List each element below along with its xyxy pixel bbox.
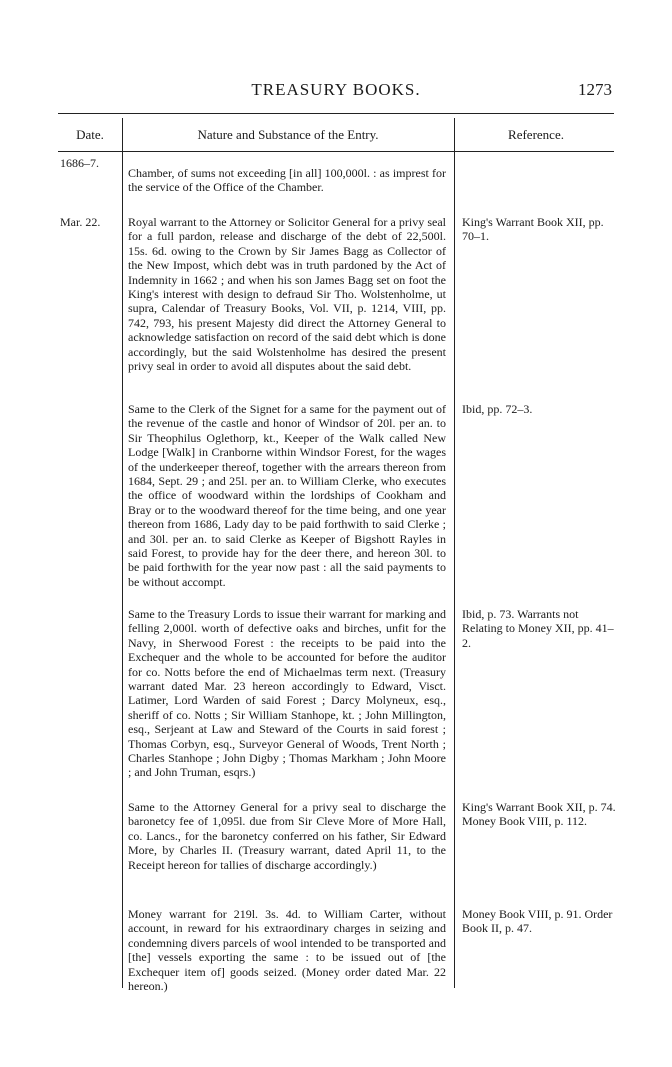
entry-nature: Chamber, of sums not exceeding [in all] 100,000l. : as imprest for the service of the Office of the Chamber. — [128, 166, 446, 195]
entry-reference: Ibid, pp. 72–3. — [462, 402, 533, 416]
column-divider-left — [122, 118, 123, 988]
entry-date: Mar. 22. — [60, 215, 101, 229]
column-header-nature: Nature and Substance of the Entry. — [197, 127, 379, 142]
column-header-date: Date. — [76, 127, 104, 142]
page-number: 1273 — [578, 80, 612, 99]
entry-nature: Money warrant for 219l. 3s. 4d. to William Carter, without account, in reward for his extraordinary charges in seizing and condemning divers parcels of wool intended to be transported and [the] vessels exporting the same : to be issued out of [the Exchequer item of] goods seized. (Money order dated Mar. 22 hereon.) — [128, 907, 446, 994]
entry-reference: Ibid, p. 73. Warrants not Relating to Money XII, pp. 41–2. — [462, 607, 614, 650]
entry-nature: Same to the Attorney General for a privy seal to discharge the baronetcy fee of 1,095l. due from Sir Cleve More of More Hall, co. Lancs., for the baronetcy conferred on his father, Sir Edward More, by Charles II. (Treasury warrant, dated April 11, to the Receipt hereon for tallies of discharge accordingly.) — [128, 800, 446, 872]
entry-reference: Money Book VIII, p. 91. Order Book II, p. 47. — [462, 907, 613, 936]
column-header-reference: Reference. — [508, 127, 564, 142]
running-title: TREASURY BOOKS. — [251, 80, 421, 99]
entry-date: 1686–7. — [60, 156, 99, 170]
table-header-rule — [58, 151, 614, 152]
entry-nature: Royal warrant to the Attorney or Solicitor General for a privy seal for a full pardon, release and discharge of the debt of 22,500l. 15s. 6d. owing to the Crown by Sir James Bagg as Collector of the New Impost, which debt was in truth pardoned by the Act of Indemnity in 1662 ; and when his son James Bagg set on foot the King's interest with design to defraud Sir Tho. Wolstenholme, ut supra, Calendar of Treasury Books, Vol. VII, p. 1214, VIII, pp. 742, 793, his present Majesty did direct the Attorney General to acknowledge satisfaction on record of the said debt which is done accordingly, but the said Wolstenholme has desired the present privy seal in order to avoid all disputes about the said debt. — [128, 215, 446, 374]
table-top-rule — [58, 113, 614, 114]
entry-reference: King's Warrant Book XII, p. 74. Money Book VIII, p. 112. — [462, 800, 616, 829]
entry-nature: Same to the Treasury Lords to issue their warrant for marking and felling 2,000l. worth of defective oaks and birches, unfit for the Navy, in Sherwood Forest : the receipts to be paid into the Exchequer and the whole to be accounted for before the auditor for co. Notts before the end of Michaelmas term next. (Treasury warrant dated Mar. 23 hereon accordingly to Edward, Visct. Latimer, Lord Warden of said Forest ; Darcy Molyneux, esq., sheriff of co. Notts ; Sir William Stanhope, kt. ; John Millington, esq., Serjeant at Law and Steward of the Courts in said forest ; Thomas Corbyn, esq., Surveyor General of Woods, Trent North ; Charles Stanhope ; John Digby ; Thomas Markham ; John Moore ; and John Truman, esqrs.) — [128, 607, 446, 780]
column-divider-right — [454, 118, 455, 988]
entry-reference: King's Warrant Book XII, pp. 70–1. — [462, 215, 604, 244]
entry-nature: Same to the Clerk of the Signet for a same for the payment out of the revenue of the castle and honor of Windsor of 20l. per an. to Sir Theophilus Oglethorp, kt., Keeper of the Walk called New Lodge [Walk] in Cranborne within Windsor Forest, for the wages of the underkeeper thereof, together with the arrears thereon from 1684, Sept. 29 ; and 25l. per an. to William Clerke, who executes the office of woodward within the lordships of Cookham and Bray or to the woodward thereof for the time being, and one year thereon from 1686, Lady day to be paid forthwith to said Clerke ; and 30l. per an. to said Clerke as Keeper of Bigshott Rayles in said Forest, to provide hay for the deer there, and hereon 30l. to be paid forthwith for the year now past : all the said payments to be without accompt. — [128, 402, 446, 589]
